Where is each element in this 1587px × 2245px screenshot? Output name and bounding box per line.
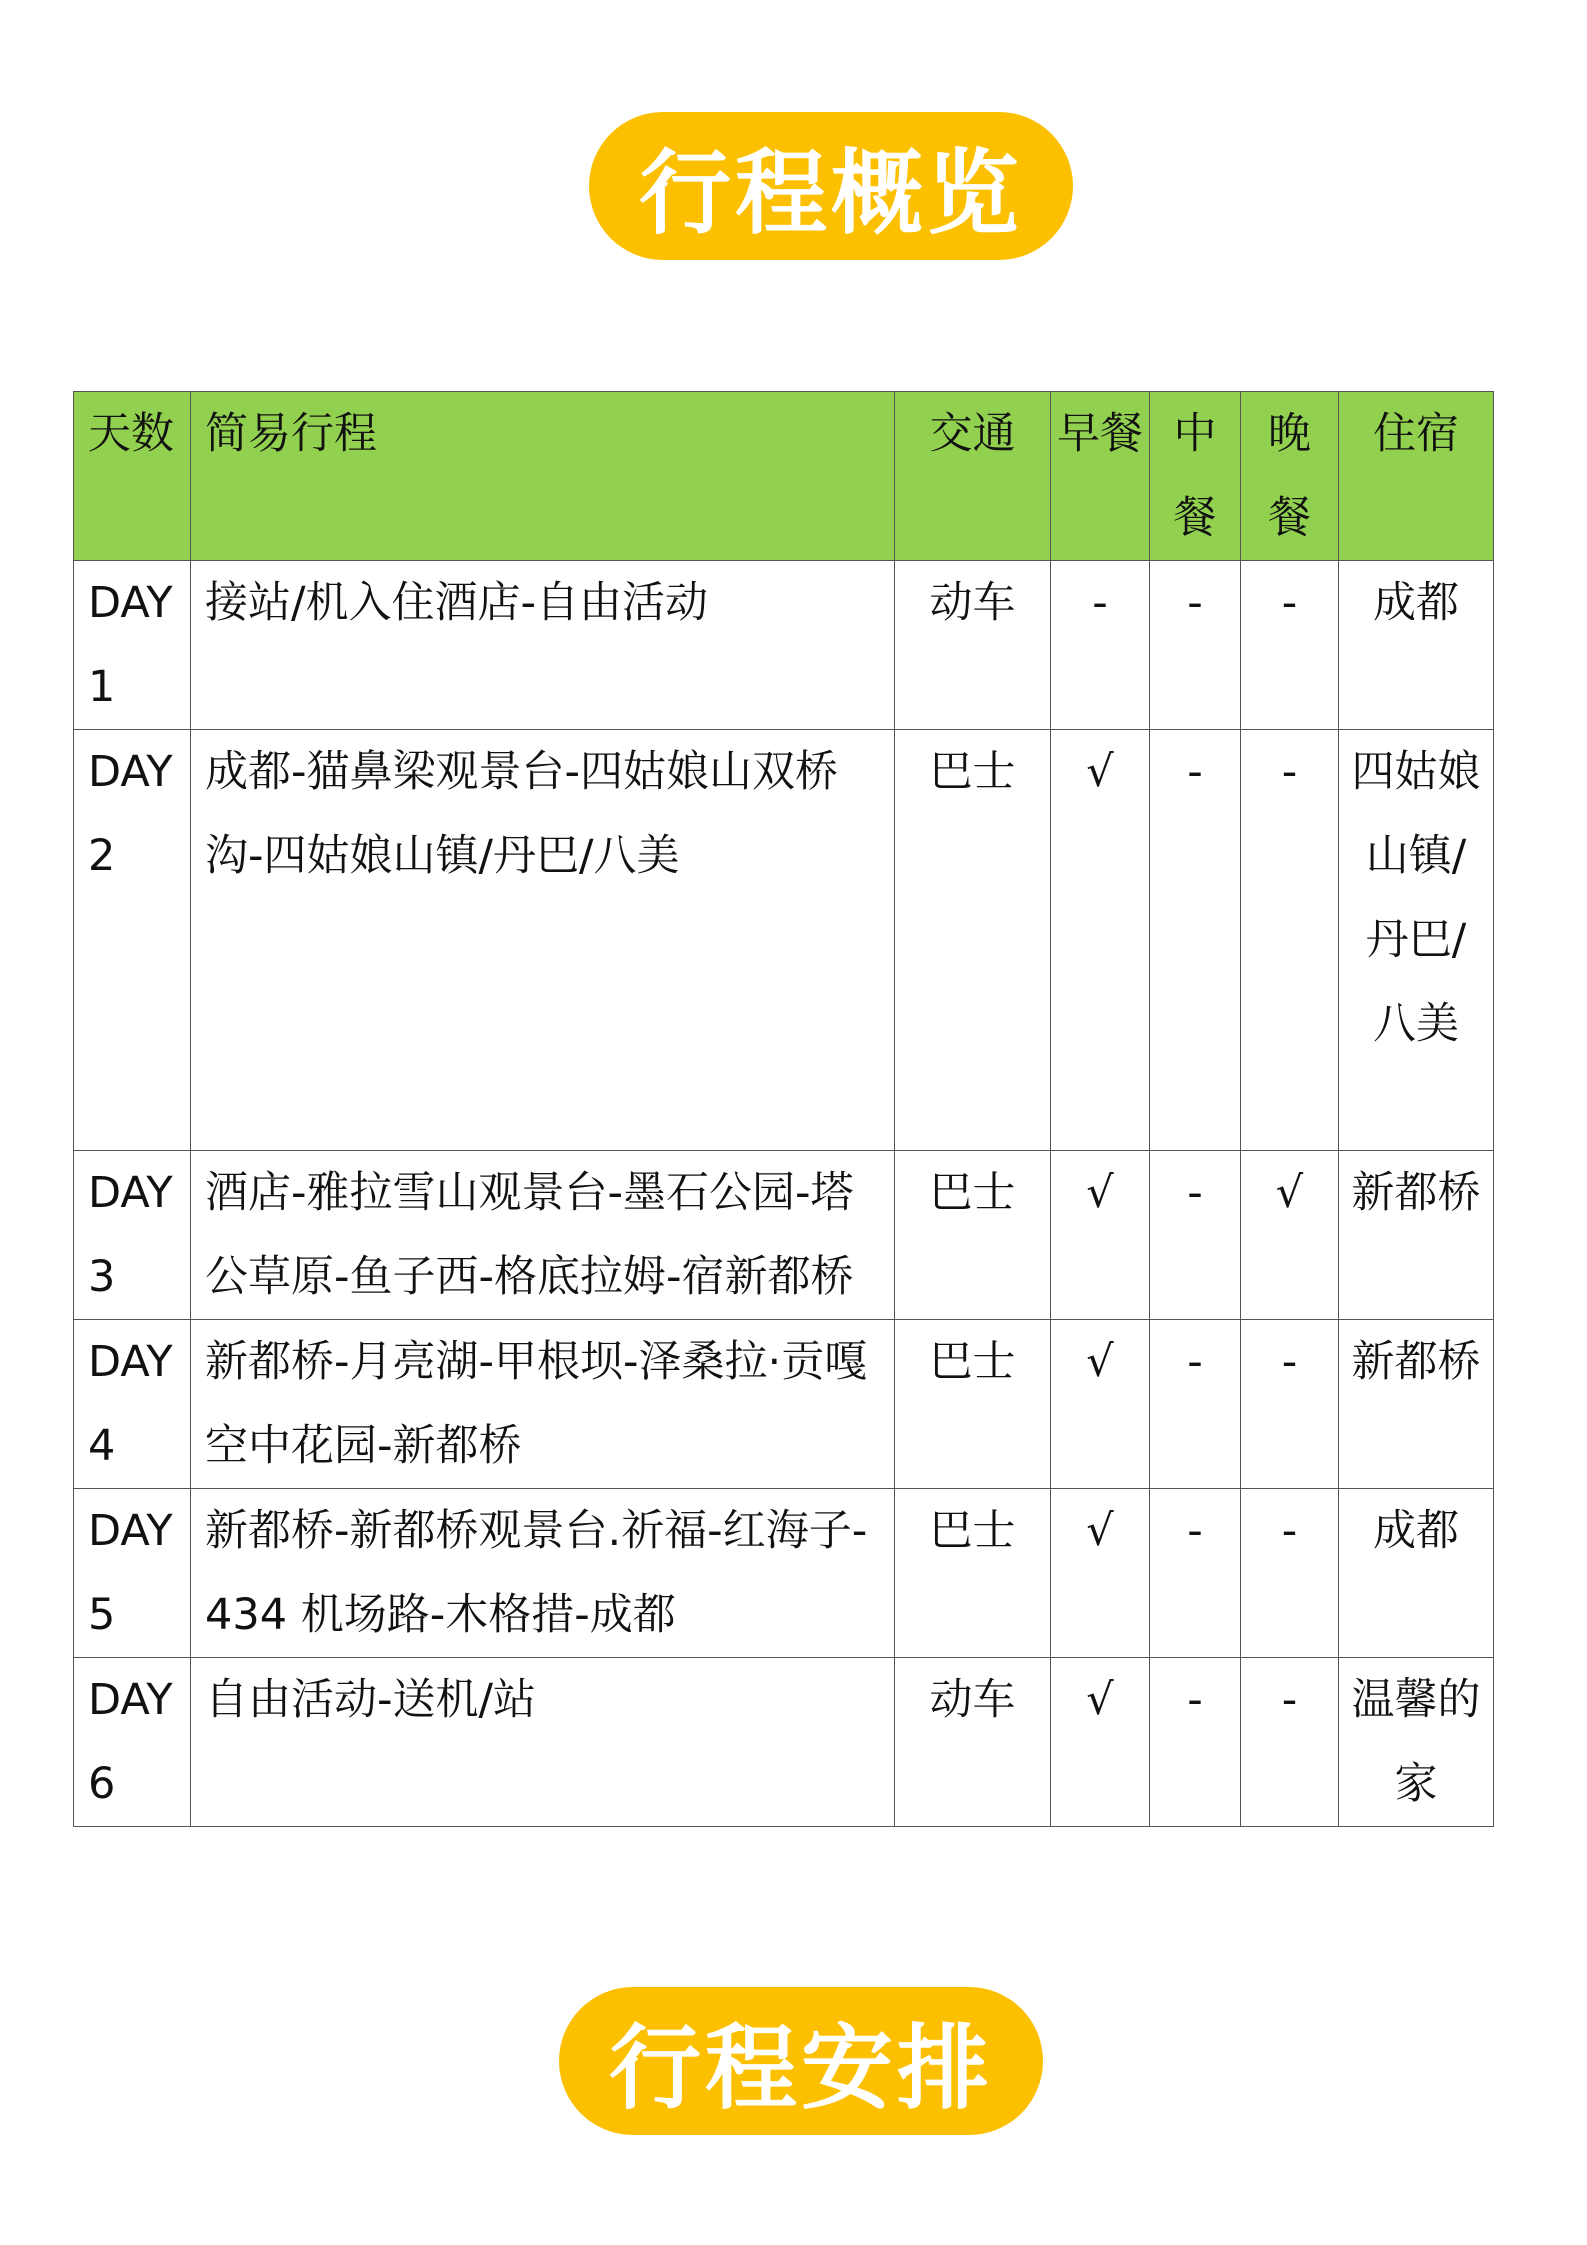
- header-route: 简易行程: [191, 392, 895, 561]
- dinner-cell: √: [1241, 1151, 1339, 1320]
- dinner-cell: -: [1241, 561, 1339, 730]
- overview-title: 行程概览: [638, 139, 1023, 247]
- transport-cell: 巴士: [895, 1151, 1051, 1320]
- dinner-cell: -: [1241, 1658, 1339, 1827]
- dinner-cell: -: [1241, 1320, 1339, 1489]
- transport-cell: 巴士: [895, 1320, 1051, 1489]
- day-cell: DAY1: [74, 561, 191, 730]
- schedule-title: 行程安排: [608, 2014, 993, 2122]
- breakfast-cell: √: [1051, 1489, 1150, 1658]
- route-cell: 自由活动-送机/站: [191, 1658, 895, 1827]
- lodging-cell: 成都: [1339, 561, 1494, 730]
- dinner-cell: -: [1241, 1489, 1339, 1658]
- table-row: [74, 1489, 1494, 1658]
- transport-cell: 动车: [895, 1658, 1051, 1827]
- lunch-cell: -: [1150, 561, 1241, 730]
- route-cell: 酒店-雅拉雪山观景台-墨石公园-塔公草原-鱼子西-格底拉姆-宿新都桥: [191, 1151, 895, 1320]
- lunch-cell: -: [1150, 1489, 1241, 1658]
- breakfast-cell: -: [1051, 561, 1150, 730]
- day-cell: DAY5: [74, 1489, 191, 1658]
- table-row: [74, 561, 1494, 730]
- header-dinner: 晚餐: [1241, 392, 1339, 561]
- lodging-cell: 四姑娘山镇/丹巴/八美: [1339, 730, 1494, 1151]
- header-lunch: 中餐: [1150, 392, 1241, 561]
- route-cell: 新都桥-月亮湖-甲根坝-泽桑拉·贡嘎空中花园-新都桥: [191, 1320, 895, 1489]
- overview-title-pill: [589, 112, 1073, 260]
- table-row: [74, 730, 1494, 1151]
- day-cell: DAY4: [74, 1320, 191, 1489]
- header-breakfast: 早餐: [1051, 392, 1150, 561]
- lunch-cell: -: [1150, 1658, 1241, 1827]
- route-cell: 接站/机入住酒店-自由活动: [191, 561, 895, 730]
- day-cell: DAY6: [74, 1658, 191, 1827]
- header-lodging: 住宿: [1339, 392, 1494, 561]
- breakfast-cell: √: [1051, 730, 1150, 1151]
- breakfast-cell: √: [1051, 1320, 1150, 1489]
- schedule-title-pill: [559, 1987, 1043, 2135]
- route-cell: 成都-猫鼻梁观景台-四姑娘山双桥沟-四姑娘山镇/丹巴/八美: [191, 730, 895, 1151]
- lunch-cell: -: [1150, 1151, 1241, 1320]
- transport-cell: 动车: [895, 561, 1051, 730]
- table-row: [74, 1658, 1494, 1827]
- transport-cell: 巴士: [895, 1489, 1051, 1658]
- table-header-row: [74, 392, 1494, 561]
- table-row: [74, 1320, 1494, 1489]
- lunch-cell: -: [1150, 1320, 1241, 1489]
- lodging-cell: 温馨的家: [1339, 1658, 1494, 1827]
- table-row: [74, 1151, 1494, 1320]
- day-cell: DAY2: [74, 730, 191, 1151]
- day-cell: DAY3: [74, 1151, 191, 1320]
- transport-cell: 巴士: [895, 730, 1051, 1151]
- route-cell: 新都桥-新都桥观景台.祈福-红海子-434 机场路-木格措-成都: [191, 1489, 895, 1658]
- lunch-cell: -: [1150, 730, 1241, 1151]
- lodging-cell: 成都: [1339, 1489, 1494, 1658]
- itinerary-table: [73, 391, 1494, 1827]
- lodging-cell: 新都桥: [1339, 1320, 1494, 1489]
- breakfast-cell: √: [1051, 1658, 1150, 1827]
- header-day: 天数: [74, 392, 191, 561]
- lodging-cell: 新都桥: [1339, 1151, 1494, 1320]
- header-transport: 交通: [895, 392, 1051, 561]
- dinner-cell: -: [1241, 730, 1339, 1151]
- breakfast-cell: √: [1051, 1151, 1150, 1320]
